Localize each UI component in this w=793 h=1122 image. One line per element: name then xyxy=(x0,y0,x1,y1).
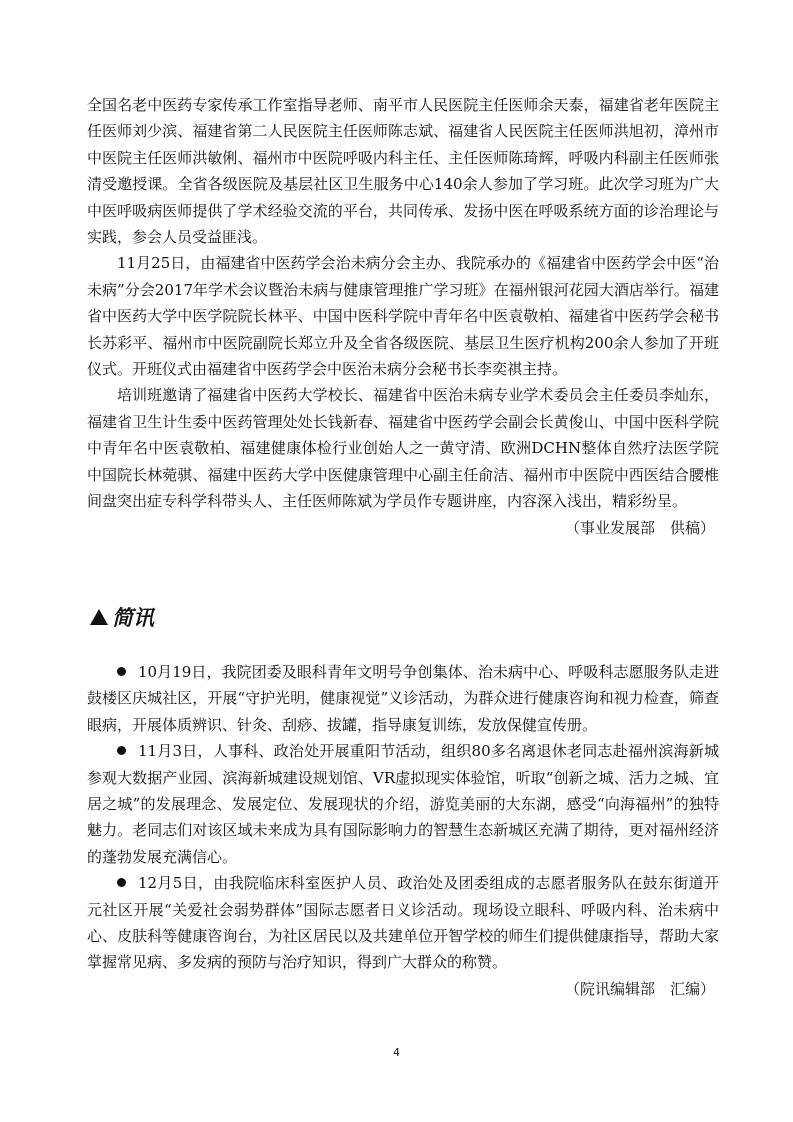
article-credit: （事业发展部 供稿） xyxy=(564,518,715,537)
bullet-icon xyxy=(117,878,126,887)
bullet-icon xyxy=(117,667,126,676)
news-item-text: 11月3日，人事科、政治处开展重阳节活动，组织80多名离退休老同志赴福州滨海新城参观大数据产业园、滨海新城建设规划馆、VR虚拟现实体验馆，听取“创新之城、活力之城、宜居之城”的发展理念、发展定位、发展现状的介绍，游览美丽的大东湖，感受“向海福州”的独特魅力。老同志们对该区域未来成为具有国际影响力的智慧生态新城区充满了期待，更对福州经济的蓬勃发展充满信心。 xyxy=(87,742,719,866)
triangle-icon xyxy=(90,609,108,625)
news-item xyxy=(87,659,719,738)
paragraph-training: 培训班邀请了福建省中医药大学校长、福建省中医治未病专业学术委员会主任委员李灿东，福建省卫生计生委中医药管理处处长钱新春、福建省中医药学会副会长黄俊山、中国中医科学院中青年名中医袁敬柏、福建健康体检行业创始人之一黄守清、欧洲DCHN整体自然疗法医学院中国院长林菀骐、福建中医药大学中医健康管理中心副主任俞洁、福州市中医院中西医结合腰椎间盘突出症专科学科带头人、主任医师陈斌为学员作专题讲座，内容深入浅出，精彩纷呈。 xyxy=(87,386,719,511)
news-heading-text: 简讯 xyxy=(112,606,154,630)
news-item-text: 12月5日，由我院临床科室医护人员、政治处及团委组成的志愿者服务队在鼓东街道开元社区开展“关爱社会弱势群体”国际志愿者日义诊活动。现场设立眼科、呼吸内科、治未病中心、皮肤科等健康咨询台，为社区居民以及共建单位开智学校的师生们提供健康指导，帮助大家掌握常见病、多发病的预防与治疗知识，得到广大群众的称赞。 xyxy=(87,874,719,972)
news-item xyxy=(87,738,719,870)
paragraph-conference: 11月25日，由福建省中医药学会治未病分会主办、我院承办的《福建省中医药学会中医“治未病”分会2017年学术会议暨治未病与健康管理推广学习班》在福州银河花园大酒店举行。福建省中医药大学中医学院院长林平、中国中医科学院中青年名中医袁敬柏、福建省中医药学会秘书长苏彩平、福州市中医院副院长郑立升及全省各级医院、基层卫生医疗机构200余人参加了开班仪式。开班仪式由福建省中医药学会中医治未病分会秘书长李奕祺主持。 xyxy=(87,254,719,379)
paragraph-lecturers: 全国名老中医药专家传承工作室指导老师、南平市人民医院主任医师余天泰，福建省老年医院主任医师刘少滨、福建省第二人民医院主任医师陈志斌、福建省人民医院主任医师洪旭初，漳州市中医院主任医师洪敏俐、福州市中医院呼吸内科主任、主任医师陈琦辉，呼吸内科副主任医师张清受邀授课。全省各级医院及基层社区卫生服务中心140余人参加了学习班。此次学习班为广大中医呼吸病医师提供了学术经验交流的平台，共同传承、发扬中医在呼吸系统方面的诊治理论与实践，参会人员受益匪浅。 xyxy=(87,96,719,247)
news-item xyxy=(87,870,719,976)
article-continuation xyxy=(87,92,719,541)
news-credit: （院讯编辑部 汇编） xyxy=(564,979,715,998)
news-heading xyxy=(90,604,154,632)
bullet-icon xyxy=(117,746,126,755)
news-list xyxy=(87,659,719,1002)
news-item-text: 10月19日，我院团委及眼科青年文明号争创集体、治未病中心、呼吸科志愿服务队走进鼓楼区庆城社区，开展“守护光明，健康视觉”义诊活动，为群众进行健康咨询和视力检查，筛查眼病，开展体质辨识、针灸、刮痧、拔罐，指导康复训练，发放保健宣传册。 xyxy=(87,663,719,734)
page-number: 4 xyxy=(393,1046,400,1059)
